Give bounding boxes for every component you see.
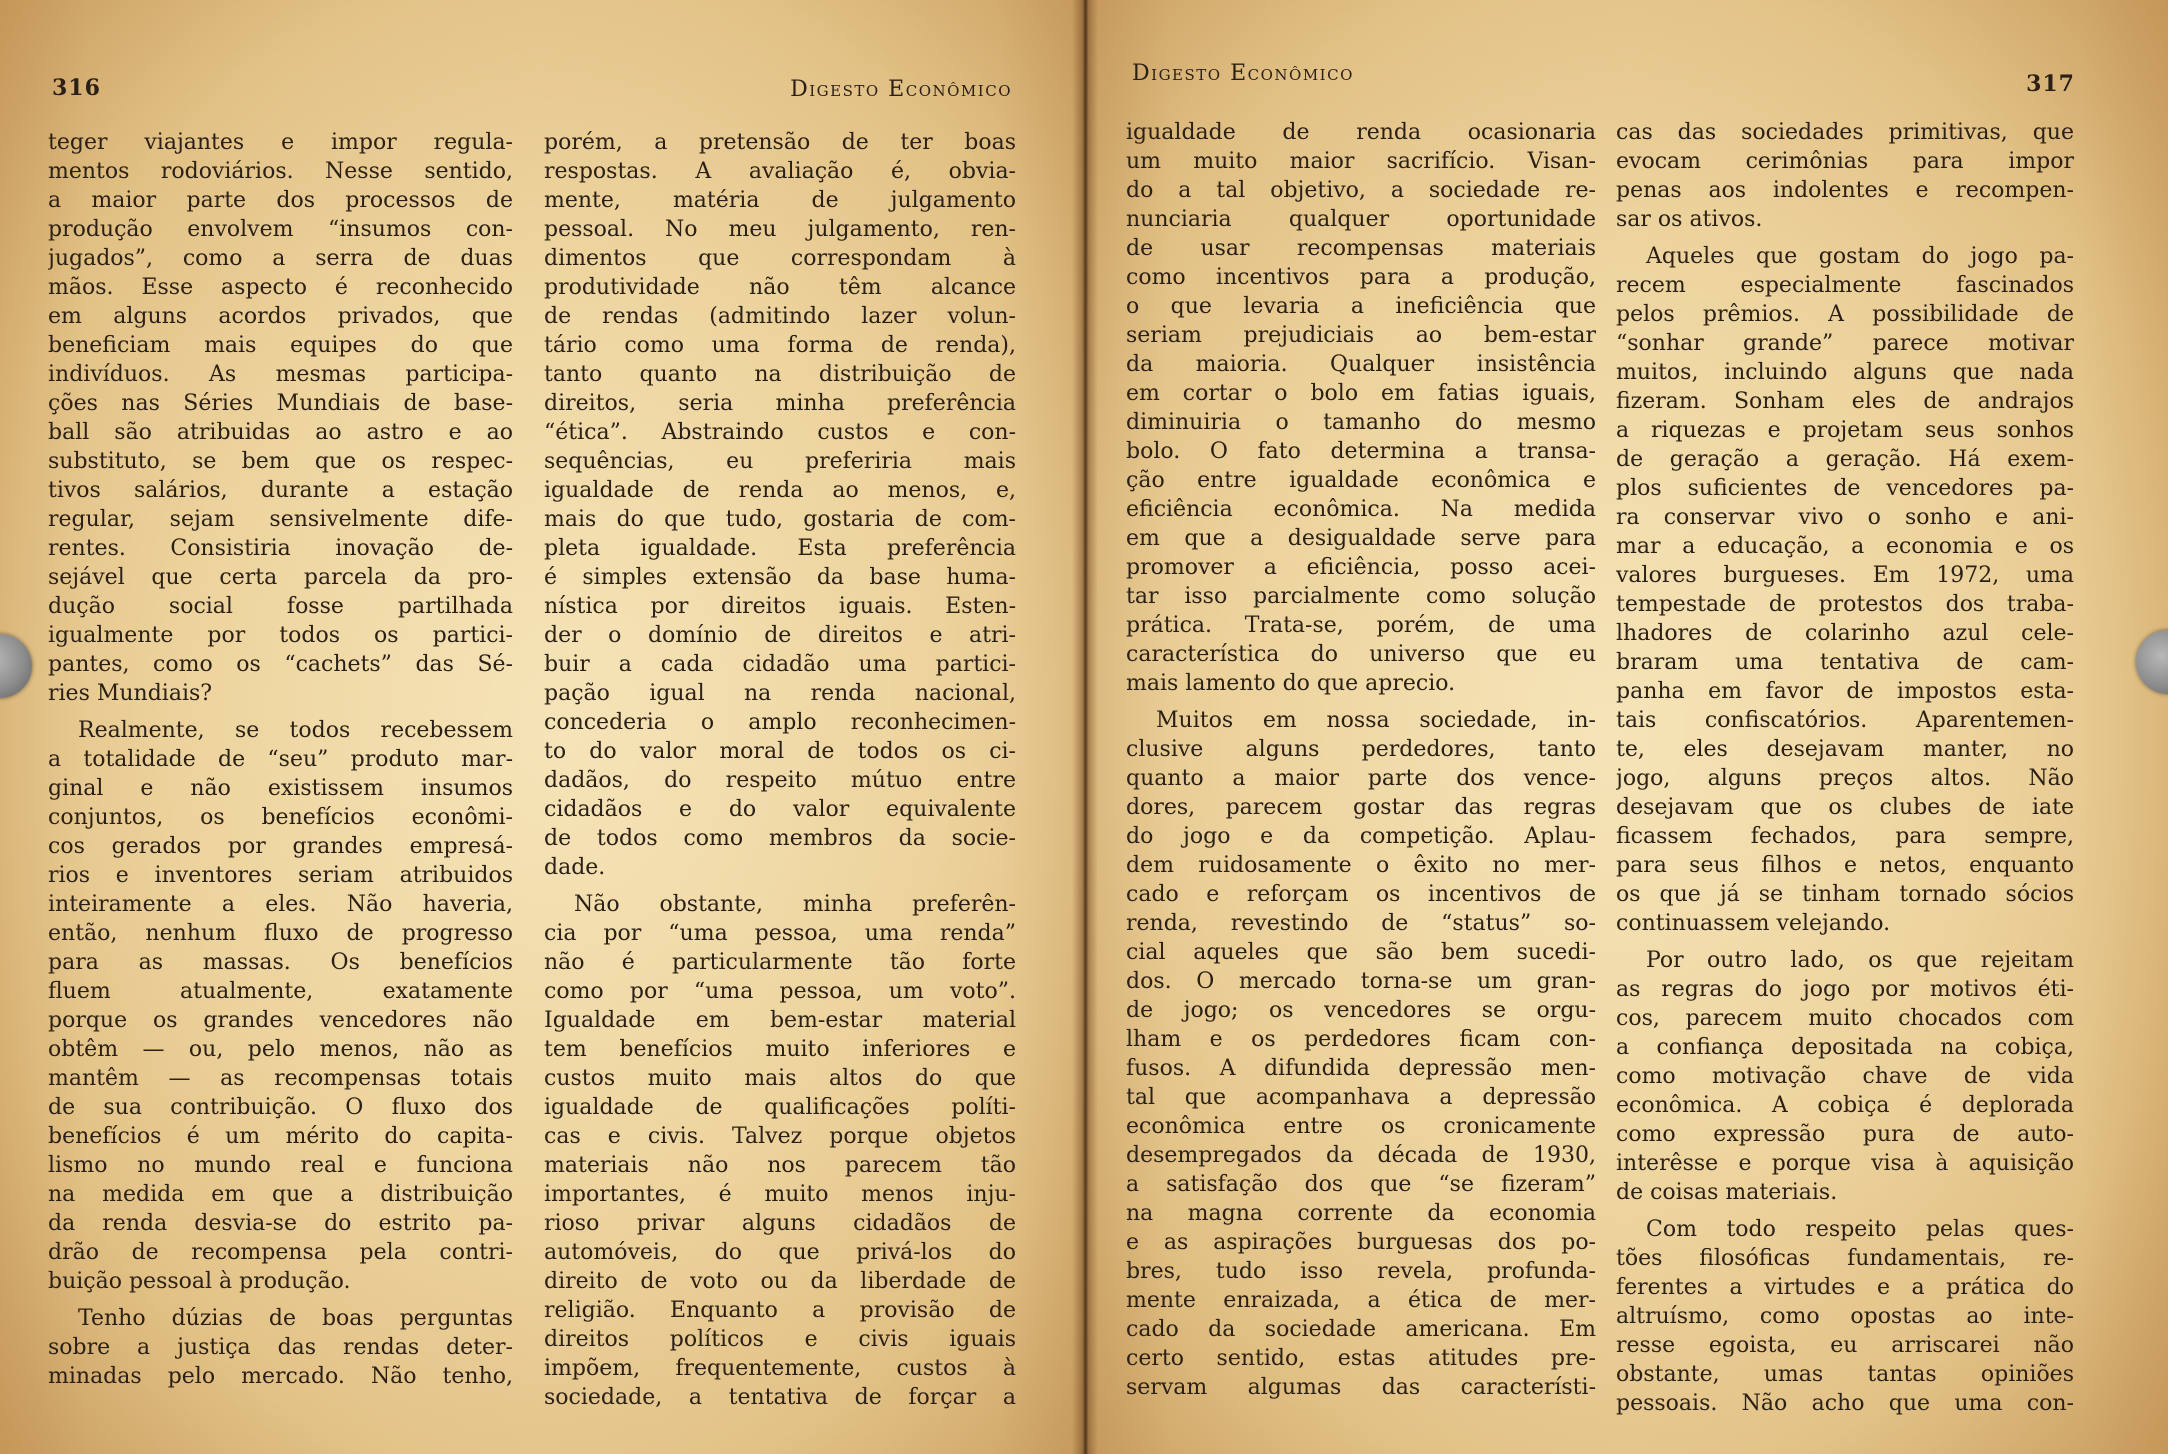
text-line: em que a desigualdade serve para (1126, 526, 1596, 551)
text-line: impõem, frequentemente, custos à (544, 1356, 1016, 1381)
text-line: de usar recompensas materiais (1126, 236, 1596, 261)
text-line: direitos políticos e civis iguais (544, 1327, 1016, 1352)
text-line: promover a eficiência, posso acei- (1126, 555, 1596, 580)
text-line: renda, revestindo de “status” so- (1126, 911, 1596, 936)
text-line: materiais não nos parecem tão (544, 1153, 1016, 1178)
text-line: como expressão pura de auto- (1616, 1122, 2074, 1147)
text-line: a riquezas e projetam seus sonhos (1616, 418, 2074, 443)
text-line: dade. (544, 855, 606, 880)
text-line: pação igual na renda nacional, (544, 681, 1016, 706)
text-line: para as massas. Os benefícios (48, 950, 513, 975)
text-line: rentes. Consistiria inovação de- (48, 536, 513, 561)
text-line: do a tal objetivo, a sociedade re- (1126, 178, 1596, 203)
text-line: concederia o amplo reconhecimen- (544, 710, 1016, 735)
text-line: Aqueles que gostam do jogo pa- (1646, 244, 2074, 269)
text-line: inteiramente a eles. Não haveria, (48, 892, 513, 917)
text-line: cado da sociedade americana. Em (1126, 1317, 1596, 1342)
text-line: quanto a maior parte dos vence- (1126, 766, 1596, 791)
text-line: dem ruidosamente o êxito no mer- (1126, 853, 1596, 878)
text-line: dimentos que correspondam à (544, 246, 1016, 271)
paragraph (1616, 1215, 2074, 1418)
text-line: conjuntos, os benefícios econômi- (48, 805, 513, 830)
text-line: servam algumas das característi- (1126, 1375, 1596, 1400)
text-line: custos muito mais altos do que (544, 1066, 1016, 1091)
text-line: Tenho dúzias de boas perguntas (78, 1306, 513, 1331)
text-line: “ética”. Abstraindo custos e con- (544, 420, 1016, 445)
paragraph (544, 890, 1016, 1412)
text-line: dores, parecem gostar das regras (1126, 795, 1596, 820)
text-line: drão de recompensa pela contri- (48, 1240, 513, 1265)
text-line: substituto, se bem que os respec- (48, 449, 513, 474)
text-line: produção envolvem “insumos con- (48, 217, 513, 242)
text-line: igualdade de qualificações políti- (544, 1095, 1016, 1120)
text-line: Com todo respeito pelas ques- (1646, 1217, 2074, 1242)
text-line: rios e inventores seriam atribuidos (48, 863, 513, 888)
text-line: como motivação chave de vida (1616, 1064, 2074, 1089)
text-line: beneficiam mais equipes do que (48, 333, 513, 358)
text-line: mentos rodoviários. Nesse sentido, (48, 159, 513, 184)
text-line: de jogo; os vencedores se orgu- (1126, 998, 1596, 1023)
text-line: importantes, é muito menos inju- (544, 1182, 1016, 1207)
text-line: sobre a justiça das rendas deter- (48, 1335, 513, 1360)
text-line: então, nenhum fluxo de progresso (48, 921, 513, 946)
text-line: fluem atualmente, exatamente (48, 979, 513, 1004)
text-line: a maior parte dos processos de (48, 188, 513, 213)
text-line: cial aqueles que são bem sucedi- (1126, 940, 1596, 965)
text-column (544, 128, 1016, 1412)
text-line: ção entre igualdade econômica e (1126, 468, 1596, 493)
paragraph (1126, 118, 1596, 698)
text-line: igualmente por todos os partici- (48, 623, 513, 648)
text-line: como por “uma pessoa, um voto”. (544, 979, 1016, 1004)
text-line: ções nas Séries Mundiais de base- (48, 391, 513, 416)
text-line: em cortar o bolo em fatias iguais, (1126, 381, 1596, 406)
paragraph (1616, 946, 2074, 1207)
page-number: 317 (2026, 71, 2075, 97)
text-line: indivíduos. As mesmas participa- (48, 362, 513, 387)
text-line: ginal e não existissem insumos (48, 776, 513, 801)
text-line: em alguns acordos privados, que (48, 304, 513, 329)
text-line: pelos prêmios. A possibilidade de (1616, 302, 2074, 327)
text-line: tempestade de protestos dos traba- (1616, 592, 2074, 617)
text-line: e as aspirações burguesas dos po- (1126, 1230, 1596, 1255)
text-line: pantes, como os “cachets” das Sé- (48, 652, 513, 677)
paragraph (48, 1304, 513, 1391)
text-line: “sonhar grande” parece motivar (1616, 331, 2074, 356)
text-line: rioso privar alguns cidadãos de (544, 1211, 1016, 1236)
text-line: diminuiria o tamanho do mesmo (1126, 410, 1596, 435)
text-line: tanto quanto na distribuição de (544, 362, 1016, 387)
text-line: bres, tudo isso revela, profunda- (1126, 1259, 1596, 1284)
text-line: direito de voto ou da liberdade de (544, 1269, 1016, 1294)
text-line: cado e reforçam os incentivos de (1126, 882, 1596, 907)
text-column (1616, 118, 2074, 1418)
text-line: valores burgueses. Em 1972, uma (1616, 563, 2074, 588)
book-gutter (1072, 0, 1098, 1454)
text-line: na medida em que a distribuição (48, 1182, 513, 1207)
text-line: mente enraizada, a ética de mer- (1126, 1288, 1596, 1313)
text-line: seriam prejudiciais ao bem-estar (1126, 323, 1596, 348)
text-line: igualdade de renda ocasionaria (1126, 120, 1596, 145)
text-line: do jogo e da competição. Aplau- (1126, 824, 1596, 849)
running-head: Digesto Econômico (1132, 61, 1354, 86)
paragraph (1616, 242, 2074, 938)
text-line: produtividade não têm alcance (544, 275, 1016, 300)
paragraph (1616, 118, 2074, 234)
text-line: ficassem fechados, para sempre, (1616, 824, 2074, 849)
text-line: ball são atribuidas ao astro e ao (48, 420, 513, 445)
paragraph (48, 716, 513, 1296)
text-line: desempregados da década de 1930, (1126, 1143, 1596, 1168)
text-line: fizeram. Sonham eles de andrajos (1616, 389, 2074, 414)
text-line: um muito maior sacrifício. Visan- (1126, 149, 1596, 174)
text-line: cia por “uma pessoa, uma renda” (544, 921, 1016, 946)
text-line: mais lamento do que aprecio. (1126, 671, 1456, 696)
text-line: der o domínio de direitos e atri- (544, 623, 1016, 648)
text-line: para seus filhos e netos, enquanto (1616, 853, 2074, 878)
text-line: na magna corrente da economia (1126, 1201, 1596, 1226)
paragraph (1126, 706, 1596, 1402)
text-line: Realmente, se todos recebessem (78, 718, 513, 743)
text-line: sar os ativos. (1616, 207, 1763, 232)
text-line: sejável que certa parcela da pro- (48, 565, 513, 590)
text-line: igualdade de renda ao menos, e, (544, 478, 1016, 503)
text-line: econômica. A cobiça é deplorada (1616, 1093, 2074, 1118)
text-line: de sua contribuição. O fluxo dos (48, 1095, 513, 1120)
text-line: tais confiscatórios. Aparentemen- (1616, 708, 2074, 733)
text-column (48, 128, 513, 1391)
text-line: jogo, alguns preços altos. Não (1616, 766, 2074, 791)
text-line: eficiência econômica. Na medida (1126, 497, 1596, 522)
text-line: ferentes a virtudes e a prática do (1616, 1275, 2074, 1300)
text-line: de coisas materiais. (1616, 1180, 1838, 1205)
text-line: Igualdade em bem-estar material (544, 1008, 1016, 1033)
text-line: Não obstante, minha preferên- (574, 892, 1016, 917)
text-line: panha em favor de impostos esta- (1616, 679, 2074, 704)
text-line: dução social fosse partilhada (48, 594, 513, 619)
text-line: não é particularmente tão forte (544, 950, 1016, 975)
text-line: o que levaria a ineficiência que (1126, 294, 1596, 319)
text-line: tem benefícios muito inferiores e (544, 1037, 1016, 1062)
text-line: interêsse e porque visa à aquisição (1616, 1151, 2074, 1176)
text-line: da renda desvia-se do estrito pa- (48, 1211, 513, 1236)
text-line: muitos, incluindo alguns que nada (1616, 360, 2074, 385)
text-line: mente, matéria de julgamento (544, 188, 1016, 213)
text-line: nunciaria qualquer oportunidade (1126, 207, 1596, 232)
text-line: de geração a geração. Há exem- (1616, 447, 2074, 472)
text-line: tivos salários, durante a estação (48, 478, 513, 503)
text-line: cas das sociedades primitivas, que (1616, 120, 2074, 145)
text-line: braram uma tentativa de cam- (1616, 650, 2074, 675)
text-line: obtêm — ou, pelo menos, não as (48, 1037, 513, 1062)
text-line: de todos como membros da socie- (544, 826, 1016, 851)
text-line: Muitos em nossa sociedade, in- (1156, 708, 1596, 733)
text-line: cos, parecem muito chocados com (1616, 1006, 2074, 1031)
text-line: mar a educação, a economia e os (1616, 534, 2074, 559)
text-line: tar isso parcialmente como solução (1126, 584, 1596, 609)
text-line: to do valor moral de todos os ci- (544, 739, 1016, 764)
text-line: buir a cada cidadão uma partici- (544, 652, 1016, 677)
text-line: recem especialmente fascinados (1616, 273, 2074, 298)
running-head: Digesto Econômico (790, 77, 1012, 102)
text-line: desejavam que os clubes de iate (1616, 795, 2074, 820)
text-line: econômica entre os cronicamente (1126, 1114, 1596, 1139)
text-line: tário como uma forma de renda), (544, 333, 1016, 358)
text-line: certo sentido, estas atitudes pre- (1126, 1346, 1596, 1371)
text-line: continuassem velejando. (1616, 911, 1891, 936)
text-line: minadas pelo mercado. Não tenho, (48, 1364, 513, 1389)
text-line: mãos. Esse aspecto é reconhecido (48, 275, 513, 300)
text-column (1126, 118, 1596, 1402)
text-line: prática. Trata-se, porém, de uma (1126, 613, 1596, 638)
text-line: altruísmo, como opostas ao inte- (1616, 1304, 2074, 1329)
text-line: pessoal. No meu julgamento, ren- (544, 217, 1016, 242)
text-line: ra conservar vivo o sonho e ani- (1616, 505, 2074, 530)
text-line: porque os grandes vencedores não (48, 1008, 513, 1033)
text-line: buição pessoal à produção. (48, 1269, 351, 1294)
text-line: penas aos indolentes e recompen- (1616, 178, 2074, 203)
text-line: sequências, eu preferiria mais (544, 449, 1016, 474)
text-line: mantêm — as recompensas totais (48, 1066, 513, 1091)
text-line: direitos, seria minha preferência (544, 391, 1016, 416)
text-line: obstante, umas tantas opiniões (1616, 1362, 2074, 1387)
text-line: tal que acompanhava a depressão (1126, 1085, 1596, 1110)
text-line: resse egoista, eu arriscarei não (1616, 1333, 2074, 1358)
text-line: nística por direitos iguais. Esten- (544, 594, 1016, 619)
text-line: evocam cerimônias para impor (1616, 149, 2074, 174)
text-line: porém, a pretensão de ter boas (544, 130, 1016, 155)
text-line: religião. Enquanto a provisão de (544, 1298, 1016, 1323)
text-line: da maioria. Qualquer insistência (1126, 352, 1596, 377)
text-line: jugados”, como a serra de duas (48, 246, 513, 271)
text-line: lham e os perdedores ficam con- (1126, 1027, 1596, 1052)
text-line: regular, sejam sensivelmente dife- (48, 507, 513, 532)
right-page (1084, 0, 2168, 1454)
text-line: Por outro lado, os que rejeitam (1646, 948, 2074, 973)
text-line: pessoais. Não acho que uma con- (1616, 1391, 2074, 1416)
text-line: as regras do jogo por motivos éti- (1616, 977, 2074, 1002)
text-line: cos gerados por grandes empresá- (48, 834, 513, 859)
text-line: benefícios é um mérito do capita- (48, 1124, 513, 1149)
text-line: característica do universo que eu (1126, 642, 1596, 667)
text-line: ries Mundiais? (48, 681, 213, 706)
text-line: clusive alguns perdedores, tanto (1126, 737, 1596, 762)
text-line: é simples extensão da base huma- (544, 565, 1016, 590)
paragraph (544, 128, 1016, 882)
text-line: bolo. O fato determina a transa- (1126, 439, 1596, 464)
text-line: dos. O mercado torna-se um gran- (1126, 969, 1596, 994)
text-line: os que já se tinham tornado sócios (1616, 882, 2074, 907)
text-line: cidadãos e do valor equivalente (544, 797, 1016, 822)
text-line: a confiança depositada na cobiça, (1616, 1035, 2074, 1060)
text-line: lhadores de colarinho azul cele- (1616, 621, 2074, 646)
text-line: fusos. A difundida depressão men- (1126, 1056, 1596, 1081)
text-line: a satisfação dos que “se fizeram” (1126, 1172, 1596, 1197)
text-line: automóveis, do que privá-los do (544, 1240, 1016, 1265)
text-line: sociedade, a tentativa de forçar a (544, 1385, 1016, 1410)
text-line: tões filosóficas fundamentais, re- (1616, 1246, 2074, 1271)
text-line: pleta igualdade. Esta preferência (544, 536, 1016, 561)
text-line: cas e civis. Talvez porque objetos (544, 1124, 1016, 1149)
text-line: respostas. A avaliação é, obvia- (544, 159, 1016, 184)
text-line: te, eles desejavam manter, no (1616, 737, 2074, 762)
text-line: teger viajantes e impor regula- (48, 130, 513, 155)
text-line: lismo no mundo real e funciona (48, 1153, 513, 1178)
text-line: dadãos, do respeito mútuo entre (544, 768, 1016, 793)
text-line: plos suficientes de vencedores pa- (1616, 476, 2074, 501)
text-line: como incentivos para a produção, (1126, 265, 1596, 290)
paragraph (48, 128, 513, 708)
text-line: a totalidade de “seu” produto mar- (48, 747, 513, 772)
page-number: 316 (52, 75, 101, 101)
text-line: mais do que tudo, gostaria de com- (544, 507, 1016, 532)
text-line: de rendas (admitindo lazer volun- (544, 304, 1016, 329)
